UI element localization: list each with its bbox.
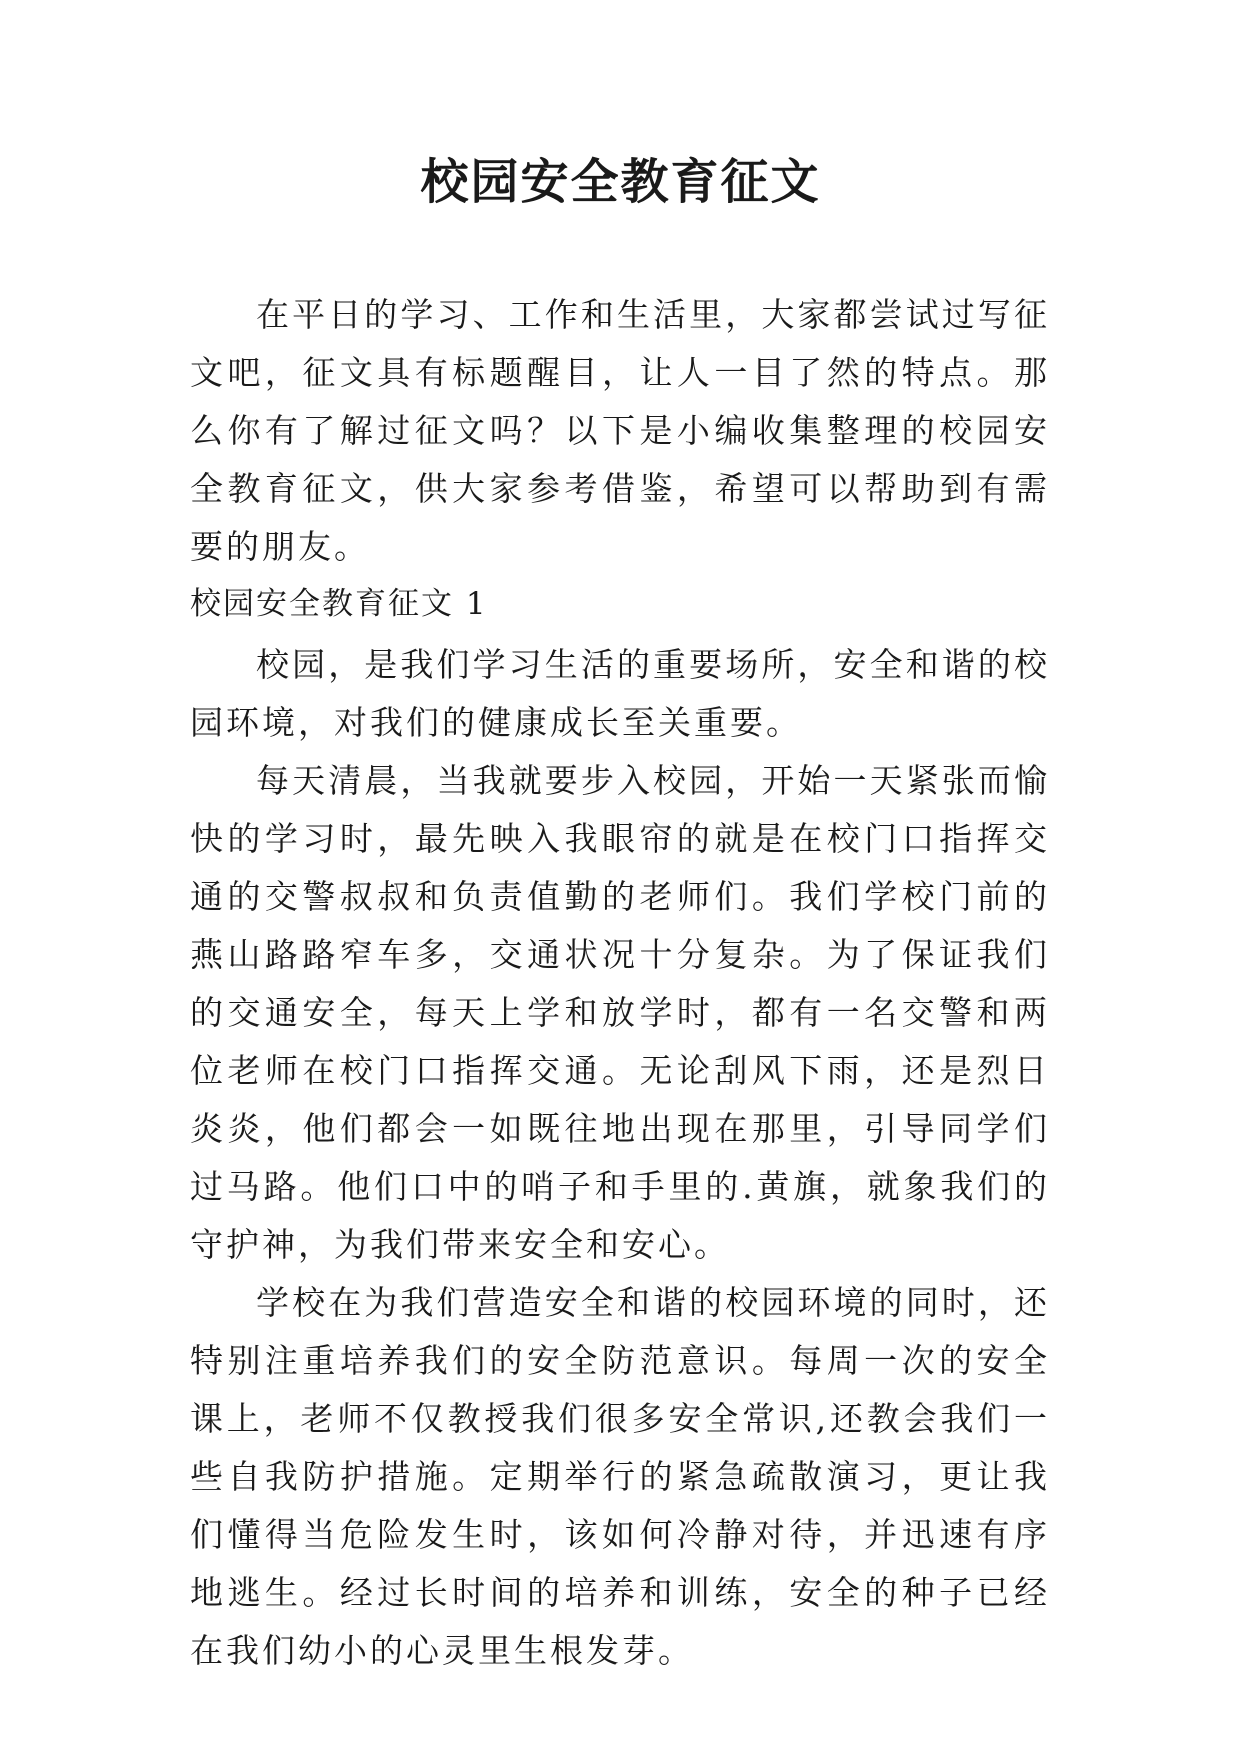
essay-paragraph-2: 每天清晨，当我就要步入校园，开始一天紧张而愉快的学习时，最先映入我眼帘的就是在校门口指挥交通的交警叔叔和负责值勤的老师们。我们学校门前的燕山路路窄车多，交通状况十分复杂。为了保证我们的交通安全，每天上学和放学时，都有一名交警和两位老师在校门口指挥交通。无论刮风下雨，还是烈日炎炎，他们都会一如既往地出现在那里，引导同学们过马路。他们口中的哨子和手里的.黄旗，就象我们的守护神，为我们带来安全和安心。 bbox=[190, 761, 1050, 1264]
essay-paragraph-1: 校园，是我们学习生活的重要场所，安全和谐的校园环境，对我们的健康成长至关重要。 bbox=[190, 645, 1050, 742]
intro-paragraph: 在平日的学习、工作和生活里，大家都尝试过写征文吧，征文具有标题醒目，让人一目了然的特点。那么你有了解过征文吗？以下是小编收集整理的校园安全教育征文，供大家参考借鉴，希望可以帮助到有需要的朋友。 bbox=[190, 295, 1050, 566]
intro-section bbox=[190, 286, 1050, 576]
essay-paragraph-3: 学校在为我们营造安全和谐的校园环境的同时，还特别注重培养我们的安全防范意识。每周一次的安全课上，老师不仅教授我们很多安全常识,还教会我们一些自我防护措施。定期举行的紧急疏散演习，更让我们懂得当危险发生时，该如何冷静对待，并迅速有序地逃生。经过长时间的培养和训练，安全的种子已经在我们幼小的心灵里生根发芽。 bbox=[190, 1283, 1050, 1670]
essay-body bbox=[190, 636, 1050, 1680]
section-heading: 校园安全教育征文 1 bbox=[190, 586, 488, 622]
document-title: 校园安全教育征文 bbox=[420, 154, 821, 210]
